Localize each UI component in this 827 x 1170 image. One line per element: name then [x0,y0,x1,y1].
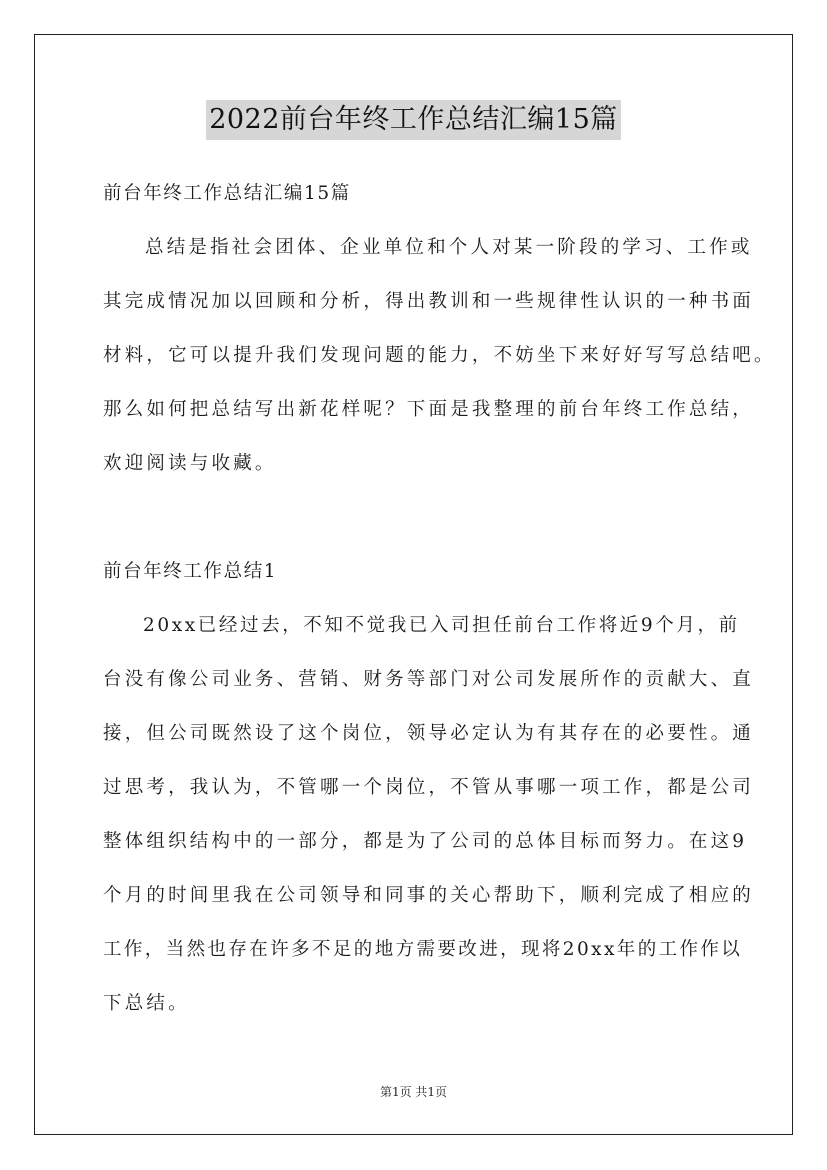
intro-paragraph-line: 欢迎阅读与收藏。 [103,453,277,474]
body-paragraph-line: 20xx已经过去，不知不觉我已入司担任前台工作将近9个月，前 [143,615,740,636]
intro-paragraph-line: 其完成情况加以回顾和分析，得出教训和一些规律性认识的一种书面 [103,291,755,312]
body-paragraph-line: 下总结。 [103,993,190,1014]
intro-paragraph-line: 那么如何把总结写出新花样呢？下面是我整理的前台年终工作总结， [103,399,755,420]
body-paragraph-line: 接，但公司既然设了这个岗位，领导必定认为有其存在的必要性。通 [103,723,755,744]
body-paragraph-line: 工作，当然也存在许多不足的地方需要改进，现将20xx年的工作作以 [103,939,743,960]
body-paragraph-line: 整体组织结构中的一部分，都是为了公司的总体目标而努力。在这9 [103,831,748,852]
body-paragraph-line: 过思考，我认为，不管哪一个岗位，不管从事哪一项工作，都是公司 [103,777,755,798]
document-subtitle: 前台年终工作总结汇编15篇 [103,183,351,204]
page-footer [0,1084,827,1100]
intro-paragraph-line: 材料，它可以提升我们发现问题的能力，不妨坐下来好好写写总结吧。 [103,345,776,366]
intro-paragraph-line: 总结是指社会团体、企业单位和个人对某一阶段的学习、工作或 [145,237,753,258]
section-heading: 前台年终工作总结1 [103,561,278,582]
page-indicator: 第1页 共1页 [379,1085,448,1099]
title-container [0,100,827,140]
body-paragraph-line: 个月的时间里我在公司领导和同事的关心帮助下，顺利完成了相应的 [103,885,755,906]
body-paragraph-line: 台没有像公司业务、营销、财务等部门对公司发展所作的贡献大、直 [103,669,755,690]
document-title: 2022前台年终工作总结汇编15篇 [206,100,621,140]
